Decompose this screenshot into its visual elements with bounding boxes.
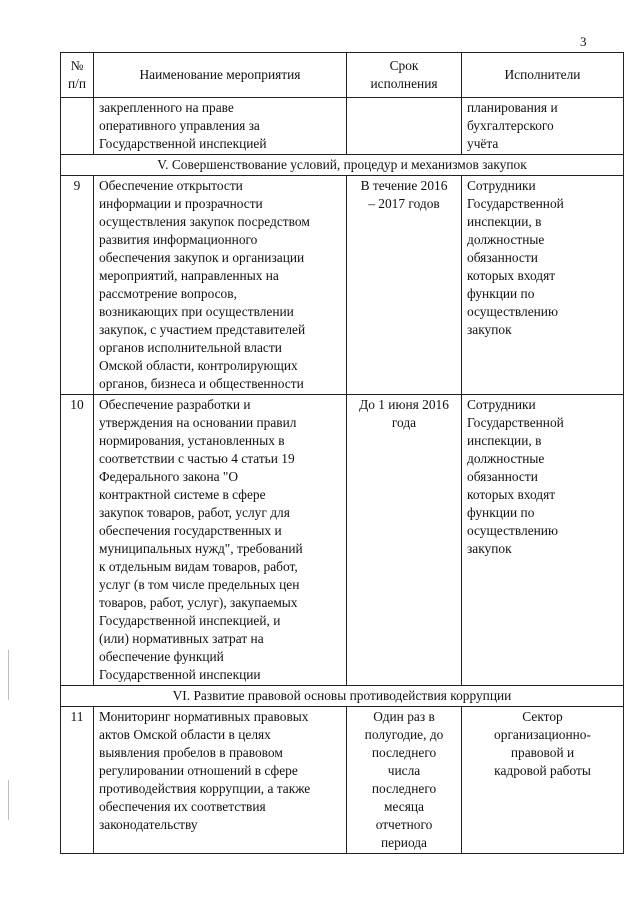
text-line: осуществления закупок посредством — [99, 214, 310, 229]
text-line: учёта — [467, 136, 499, 151]
text-line: должностные — [467, 232, 545, 247]
text-line: товаров, работ, услуг), закупаемых — [99, 595, 298, 610]
text-line: Один раз в — [373, 709, 435, 724]
table-row-10 — [61, 395, 624, 686]
text-line: обязанности — [467, 469, 538, 484]
text-line: полугодие, до — [364, 727, 444, 742]
text-line: Государственной инспекции — [99, 667, 261, 682]
events-table — [60, 52, 624, 854]
text-line: актов Омской области в целях — [99, 727, 271, 742]
text-line: обеспечения закупок и организации — [99, 250, 305, 265]
cell-term — [347, 176, 462, 395]
cell-term — [347, 707, 462, 854]
text-line: обязанности — [467, 250, 538, 265]
text-line: отчетного — [375, 817, 433, 832]
text-line: В течение 2016 — [360, 178, 448, 193]
cell-name — [94, 176, 347, 395]
text-line: месяца — [384, 799, 424, 814]
text-line: к отдельным видам товаров, работ, — [99, 559, 298, 574]
text-line: осуществлению — [467, 304, 558, 319]
text-line: соответствии с частью 4 статьи 19 — [99, 451, 295, 466]
text-line: обеспечения государственных и — [99, 523, 282, 538]
cell-num: 9 — [61, 176, 94, 395]
cell-term — [347, 395, 462, 686]
text-line: обеспечение функций — [99, 649, 224, 664]
text-line: Мониторинг нормативных правовых — [99, 709, 309, 724]
text-line: закупок — [467, 541, 512, 556]
cell-executors — [462, 395, 624, 686]
text-line: регулировании отношений в сфере — [99, 763, 298, 778]
cell-name — [94, 98, 347, 155]
text-line: организационно- — [494, 727, 591, 742]
text-line: планирования и — [467, 100, 558, 115]
text-line: бухгалтерского — [467, 118, 554, 133]
cell-term-empty — [347, 98, 462, 155]
text-line: Обеспечение разработки и — [99, 397, 251, 412]
text-line: числа — [387, 763, 421, 778]
text-line: последнего — [371, 781, 437, 796]
text-line: инспекции, в — [467, 214, 542, 229]
text-line: Сотрудники — [467, 397, 536, 412]
text-line: функции по — [467, 505, 535, 520]
text-line: услуг (в том числе предельных цен — [99, 577, 300, 592]
text-line: которых входят — [467, 268, 556, 283]
text-line: закупок — [467, 322, 512, 337]
cell-executors — [462, 176, 624, 395]
text-line: информации и прозрачности — [99, 196, 263, 211]
scan-mark-bottom — [8, 780, 9, 820]
section-row-5 — [61, 155, 624, 176]
cell-name — [94, 707, 347, 854]
text-line: оперативного управления за — [99, 118, 260, 133]
text-line: (или) нормативных затрат на — [99, 631, 264, 646]
text-line: должностные — [467, 451, 545, 466]
text-line: исполнения — [370, 76, 438, 91]
text-line: контрактной системе в сфере — [99, 487, 266, 502]
text-line: закупок товаров, работ, услуг для — [99, 505, 290, 520]
text-line: Обеспечение открытости — [99, 178, 243, 193]
table-row-11 — [61, 707, 624, 854]
text-line: Срок — [389, 58, 419, 73]
text-line: органов исполнительной власти — [99, 340, 282, 355]
text-line: п/п — [67, 76, 87, 91]
header-executors: Исполнители — [462, 53, 624, 98]
text-line: функции по — [467, 286, 535, 301]
section-title: V. Совершенствование условий, процедур и механизмов закупок — [61, 155, 624, 176]
text-line: развития информационного — [99, 232, 258, 247]
section-row-6 — [61, 686, 624, 707]
text-line: Государственной инспекцией — [99, 136, 267, 151]
text-line: кадровой работы — [494, 763, 591, 778]
text-line: Федерального закона "О — [99, 469, 239, 484]
text-line: обеспечения их соответствия — [99, 799, 266, 814]
text-line: выявления пробелов в правовом — [99, 745, 283, 760]
text-line: утверждения на основании правил — [99, 415, 297, 430]
header-term — [347, 53, 462, 98]
text-line: рассмотрение вопросов, — [99, 286, 237, 301]
text-line: правовой и — [510, 745, 575, 760]
text-line: инспекции, в — [467, 433, 542, 448]
text-line: – 2017 годов — [368, 196, 440, 211]
section-title: VI. Развитие правовой основы противодействия коррупции — [61, 686, 624, 707]
text-line: года — [391, 415, 417, 430]
table-row-continuation — [61, 98, 624, 155]
cell-num-empty — [61, 98, 94, 155]
text-line: последнего — [371, 745, 437, 760]
cell-executors — [462, 707, 624, 854]
text-line: периода — [380, 835, 428, 850]
text-line: законодательству — [99, 817, 198, 832]
text-line: мероприятий, направленных на — [99, 268, 279, 283]
page-number: 3 — [580, 34, 587, 49]
text-line: Омской области, контролирующих — [99, 358, 298, 373]
header-name: Наименование мероприятия — [94, 53, 347, 98]
text-line: До 1 июня 2016 — [359, 397, 449, 412]
text-line: которых входят — [467, 487, 556, 502]
text-line: возникающих при осуществлении — [99, 304, 294, 319]
text-line: Государственной — [467, 415, 564, 430]
text-line: муниципальных нужд", требований — [99, 541, 303, 556]
cell-name — [94, 395, 347, 686]
scan-mark-top — [8, 650, 9, 700]
cell-executors — [462, 98, 624, 155]
text-line: Государственной — [467, 196, 564, 211]
text-line: Государственной инспекцией, и — [99, 613, 281, 628]
cell-num: 10 — [61, 395, 94, 686]
text-line: Сотрудники — [467, 178, 536, 193]
text-line: осуществлению — [467, 523, 558, 538]
table-row-9 — [61, 176, 624, 395]
text-line: противодействия коррупции, а также — [99, 781, 311, 796]
cell-num: 11 — [61, 707, 94, 854]
text-line: нормирования, установленных в — [99, 433, 285, 448]
text-line: закупок, с участием представителей — [99, 322, 306, 337]
table-header-row — [61, 53, 624, 98]
header-num — [61, 53, 94, 98]
text-line: № — [70, 58, 84, 73]
text-line: органов, бизнеса и общественности — [99, 376, 304, 391]
text-line: Сектор — [522, 709, 563, 724]
text-line: закрепленного на праве — [99, 100, 234, 115]
